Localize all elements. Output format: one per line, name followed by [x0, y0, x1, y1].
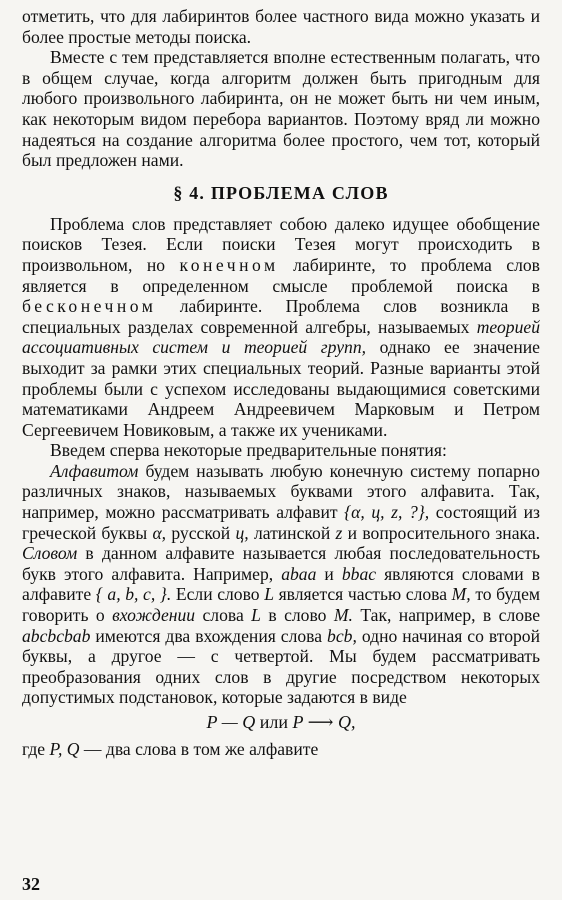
- text-fragment: являются словами в алфавите: [22, 563, 540, 605]
- paragraph-algorithm: Вместе с тем представляется вполне естественным полагать, что в общем случае, когда алгоритм должен быть пригодным для любого произвольного лабиринта, он не может быть ни чем иным, как некоторым видом перебора вариантов. Поэтому вряд ли можно надеяться на создание алгоритма более простого, чем тот, который был предложен нами.: [22, 47, 540, 171]
- variable: P, Q: [49, 739, 80, 759]
- page-number: 32: [22, 874, 40, 894]
- text-fragment: лабиринте. Проблема слов возникла в специальных разделах современной алгебры, называемых: [22, 296, 540, 337]
- text-fragment: где: [22, 739, 46, 759]
- term-word: Словом: [22, 543, 78, 564]
- text-fragment: однако ее значение выходит за рамки этих специальных теорий. Разные варианты этой проблемы были с успехом исследованы выдающимися советскими математиками Андреем Андреевичем Марковым и Петром Сергеевичем Новиковым, а также их учениками.: [22, 337, 540, 440]
- text-fragment: Проблема слов представляет собою далеко идущее обобщение поисков Тезея. Если поиски Тезея могут происходить в произвольном, но: [22, 213, 540, 275]
- paragraph-preliminary: Введем сперва некоторые предварительные понятия:: [50, 440, 447, 461]
- paragraph-where: [22, 739, 540, 760]
- text-fragment: и вопросительного знака.: [347, 522, 540, 543]
- letter-ts: ц,: [235, 522, 249, 543]
- italic-term: теорией ассоциативных систем и теорией групп,: [22, 316, 540, 358]
- variable: L: [264, 584, 274, 605]
- variable: M.: [333, 605, 353, 626]
- text-fragment: — два слова в том же алфавите: [83, 739, 319, 759]
- text-fragment: является частью слова: [278, 584, 448, 605]
- section-heading: § 4. ПРОБЛЕМА СЛОВ: [173, 182, 389, 203]
- text-fragment: русской: [171, 522, 231, 543]
- text-fragment: латинской: [253, 522, 331, 543]
- text-fragment: в данном алфавите называется любая последовательность букв этого алфавита. Например,: [22, 543, 540, 584]
- spaced-emphasis: бесконечном: [22, 296, 157, 317]
- alphabet-example: {α, ц, z, ?},: [344, 502, 430, 523]
- term-occurrence: вхождении: [112, 605, 196, 626]
- text-fragment: и: [324, 563, 334, 584]
- word-example: abaa: [281, 563, 317, 584]
- formula-right: P ⟶ Q,: [292, 712, 356, 732]
- text-fragment: будем называть любую конечную систему попарно различных знаков, называемых буквами этого алфавита. Так, например, можно рассматривать алфавит: [22, 460, 540, 523]
- text-fragment: слова: [202, 605, 244, 626]
- text-fragment: одно начиная со второй буквы, а другое — с четвертой. Мы будем рассматривать преобразования одних слов в другие посредством некоторых допустимых подстановок, которые задаются в виде: [22, 625, 540, 708]
- paragraph-definitions: [22, 461, 540, 708]
- text-fragment: имеются два вхождения слова: [95, 625, 323, 646]
- text-fragment: Так, например, в слове: [360, 605, 541, 626]
- word-example: abcbcbab: [22, 625, 91, 646]
- spaced-emphasis: конечном: [179, 254, 279, 275]
- formula-left: P — Q: [206, 712, 256, 732]
- text-fragment: лабиринте, то проблема слов является в определенном смысле проблемой поиска в: [22, 254, 540, 296]
- letter-z: z: [335, 522, 343, 543]
- paragraph-continued: отметить, что для лабиринтов более частного вида можно указать и более простые методы поиска.: [22, 6, 540, 47]
- word-example: bbac: [341, 563, 377, 584]
- text-fragment: состоящий из греческой буквы: [22, 502, 540, 543]
- variable: L: [251, 605, 261, 626]
- paragraph-word-problem: [22, 214, 540, 441]
- text-fragment: в слово: [268, 605, 327, 626]
- letter-alpha: α,: [152, 522, 167, 543]
- text-fragment: Если слово: [175, 584, 260, 605]
- variable: M,: [451, 584, 471, 605]
- substitution-formula: [22, 712, 540, 733]
- formula-connector: или: [259, 712, 288, 732]
- term-alphabet: Алфавитом: [50, 460, 139, 481]
- text-fragment: то будем говорить о: [22, 584, 541, 626]
- word-example: bcb,: [327, 625, 357, 646]
- alphabet-example: { a, b, c, }.: [95, 584, 172, 605]
